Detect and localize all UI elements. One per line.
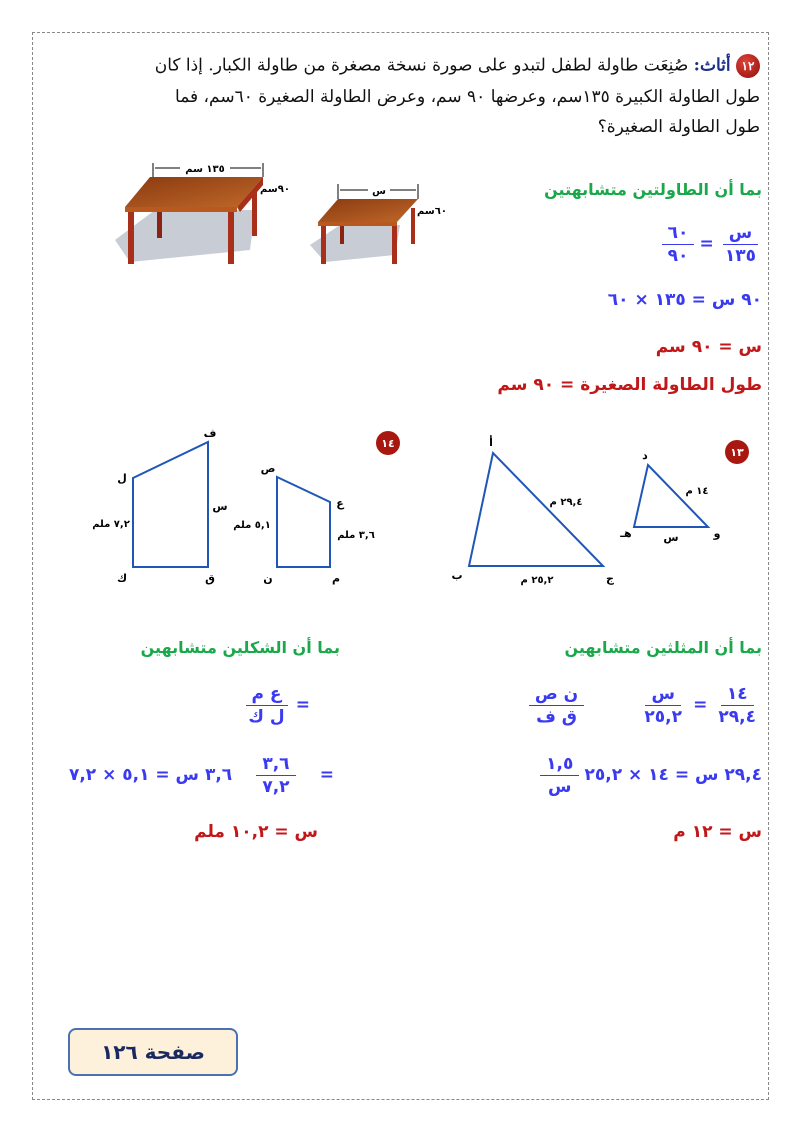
problem-text: صُنِعَت طاولة لطفل لتبدو على صورة نسخة مصغرة من طاولة الكبار. إذا كان (154, 55, 689, 76)
equals-sign: = (693, 695, 708, 715)
problem-number-badge: ١٢ (736, 54, 760, 78)
page-number-label: صفحة ١٢٦ (68, 1028, 238, 1076)
fraction: $\frac{٣,٦}{٧,٢}$ (256, 753, 295, 798)
side-label: ٣,٦ ملم (337, 530, 375, 541)
problem-12-line-3: طول الطاولة الصغيرة؟ (597, 117, 760, 137)
side-label: ١٤ م (685, 486, 709, 497)
vertex-label: ن (263, 572, 273, 585)
vertex-label: ص (260, 462, 276, 475)
side-label: ٢٥,٢ م (520, 575, 554, 586)
solution-12-step-3: س = ٩٠ سم (655, 337, 762, 357)
small-table-length-label: س (372, 186, 386, 197)
big-triangle (469, 453, 603, 566)
problem-13-number: ١٣ (730, 446, 744, 459)
problem-12-line-2: طول الطاولة الكبيرة ١٣٥سم، وعرضها ٩٠ سم، وعرض الطاولة الصغيرة ٦٠سم، فما (175, 87, 760, 107)
solution-13-step-2: ٢٩,٤ س = ١٤ × ٢٥,٢ $\frac{١,٥}{\text{س}}$ (540, 753, 762, 798)
solution-12-answer: طول الطاولة الصغيرة = ٩٠ سم (497, 375, 762, 395)
small-quadrilateral (277, 477, 330, 567)
solution-14-proportion (242, 683, 310, 728)
problem-14-number: ١٤ (381, 437, 395, 450)
side-label: ٢٩,٤ م (549, 497, 583, 508)
fraction: $\frac{\text{ن ص}}{\text{ق ف}}$ (529, 683, 584, 728)
fraction: $\frac{\text{ع م}}{\text{ل ك}}$ (242, 683, 290, 728)
big-quadrilateral (133, 442, 208, 567)
solution-13-answer: س = ١٢ م (673, 822, 762, 842)
small-table-width-label: ٦٠سم (417, 206, 447, 217)
vertex-label: هـ (620, 527, 632, 540)
side-label: س (663, 531, 679, 544)
vertex-label: ف (203, 427, 217, 440)
fraction: $\frac{\text{س}}{٢٥,٢}$ (644, 684, 682, 727)
big-table-width-label: ٩٠سم (260, 184, 290, 195)
equals-sign: = (295, 695, 310, 715)
fraction: $\frac{٦٠}{٩٠}$ (662, 222, 695, 267)
side-label: س (212, 500, 228, 513)
problem-14-figure (92, 427, 400, 585)
problem-13-figure (451, 435, 749, 586)
solution-14-step-2: = $\frac{٣,٦}{٧,٢}$ ٣,٦ س = ٥,١ × ٧,٢ (68, 754, 334, 797)
vertex-label: أ (489, 436, 493, 449)
side-label: ٧,٢ ملم (92, 519, 130, 530)
solution-13-heading: بما أن المثلثين متشابهين (564, 638, 762, 657)
small-table-illustration (310, 184, 447, 264)
side-label: ٥,١ ملم (233, 520, 271, 531)
vertex-label: ل (117, 472, 127, 485)
fraction: $\frac{١٤}{٢٩,٤}$ (718, 684, 756, 727)
equals-sign: = (699, 234, 714, 254)
vertex-label: م (331, 572, 341, 585)
fraction: $\frac{\text{س}}{١٣٥}$ (719, 222, 762, 267)
vertex-label: د (642, 449, 648, 462)
equals-sign: = (319, 765, 334, 785)
vertex-label: ج (606, 572, 614, 585)
big-table-length-label: ١٣٥ سم (185, 164, 225, 175)
problem-keyword: أثاث: (693, 55, 731, 76)
big-table-illustration (115, 163, 290, 264)
vertex-label: ع (336, 497, 344, 510)
vertex-label: ك (116, 572, 128, 585)
solution-13-proportion (529, 683, 762, 728)
solution-12-heading: بما أن الطاولتين متشابهتين (544, 180, 762, 199)
vertex-label: ق (205, 572, 215, 585)
fraction: $\frac{١,٥}{\text{س}}$ (540, 753, 579, 798)
vertex-label: و (713, 527, 721, 540)
vertex-label: ب (451, 569, 463, 582)
solution-12-proportion (662, 222, 762, 267)
solution-14-answer: س = ١٠,٢ ملم (194, 822, 318, 842)
solution-14-heading: بما أن الشكلين متشابهين (140, 638, 340, 657)
solution-12-step-2: ٩٠ س = ١٣٥ × ٦٠ (607, 290, 762, 310)
